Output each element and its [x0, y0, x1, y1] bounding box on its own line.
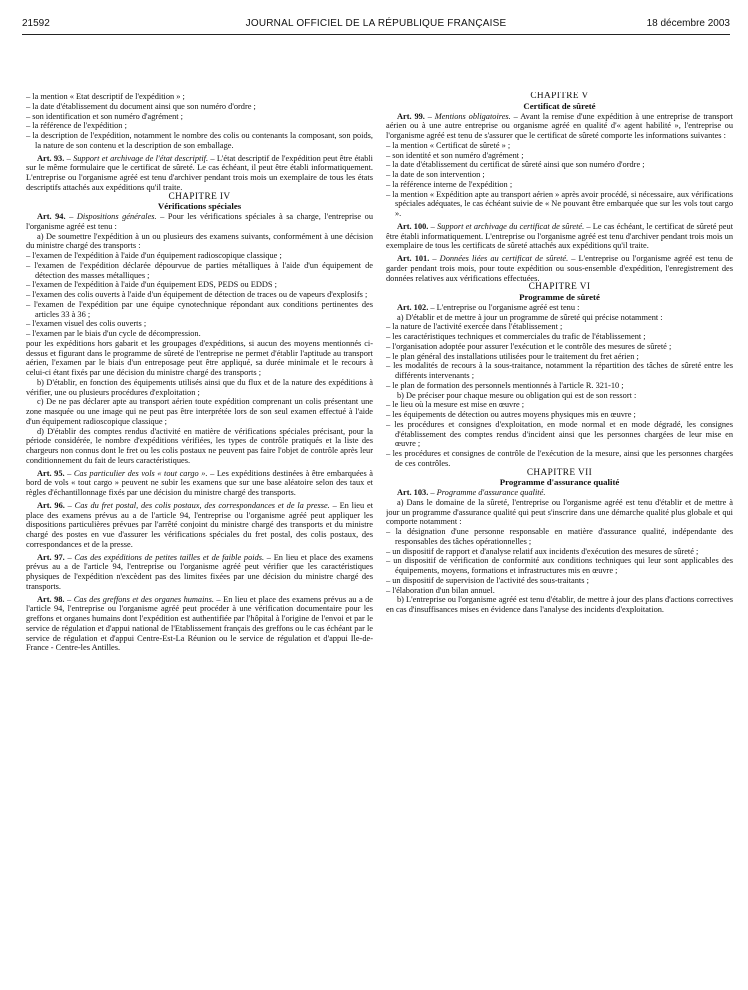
page-header	[22, 18, 730, 34]
journal-title: JOURNAL OFFICIEL DE LA RÉPUBLIQUE FRANÇAISE	[245, 18, 507, 29]
list-item: – son identité et son numéro d'agrément ;	[386, 150, 524, 160]
issue-date: 18 décembre 2003	[646, 18, 730, 29]
list-item: – la référence de l'expédition ;	[26, 121, 127, 131]
article-number: Art. 102.	[397, 302, 429, 312]
chapter-title: Certificat de sûreté	[523, 100, 596, 111]
list-item: – le plan général des installations utilisées pour le traitement du fret aérien ;	[386, 351, 639, 361]
article-number: Art. 99.	[397, 111, 425, 121]
paragraph: a) D'établir et de mettre à jour un programme de sûreté qui précise notamment :	[397, 312, 663, 322]
article-number: Art. 101.	[397, 254, 430, 263]
paragraph: d) D'établir des comptes rendus d'activité en matière de vérifications spéciales précisant, pour la période considérée, le nombre d'expéditions vérifiées, les types de contrôle pratiqués et la liste des chargeurs non connus dont le fret ou les colis postaux ne peuvent pas faire l'objet de contrôle après leur conditionnement du fait de leurs caractéristiques.	[26, 426, 373, 465]
paragraph: pour les expéditions hors gabarit et les groupages d'expéditions, si aucun des moyens mentionnés ci-dessus et figurant dans le programme de sûreté de l'entreprise ne permet d'établir l'aptitude au transport aérien, l'examen par le biais d'un entreposage peut être appliqué, sa durée minimale et le recours à celui-ci étant fixés par une décision du ministre chargé des transports ;	[26, 338, 373, 377]
article-text: En lieu et place des examens prévus au a de l'article 94, l'entreprise ou l'organisme agréé peut procéder à une vérification documentaire pour les greffons et organes humains dont l'expédition est authentifiée par l'hôpital à l'origine de l'envoi et par le service de régulation et d'appui national de l'Etablissement français des greffons ou le cas échéant par le service de régulation et d'appui Centre-Est-La Réunion ou le service de régulation et d'appui Ile-de-France - Centre-les Antilles.	[26, 594, 373, 653]
list-item: – les équipements de détection ou autres moyens physiques mis en œuvre ;	[386, 410, 636, 419]
article-95: Art. 95. – Cas particulier des vols « tout cargo ». – Les expéditions destinées à être embarquées à bord de vols « tout cargo » peuvent ne subir les examens que sur une base aléatoire selon des taux et règles d'échantillonnage fixés par une décision du ministre chargé des transports.	[26, 468, 373, 497]
list-item: – l'élaboration d'un bilan annuel.	[386, 585, 495, 595]
list-item: – l'examen visuel des colis ouverts ;	[26, 319, 147, 329]
article-title: Support et archivage de l'état descriptif.	[73, 153, 209, 163]
article-title: Mentions obligatoires.	[434, 111, 511, 121]
article-text: L'état descriptif de l'expédition peut être établi sur le même formulaire que le certificat de sûreté. Le cas échéant, il peut être établi informatiquement. L'entreprise ou l'organisme agréé est tenu d'archiver pendant trois mois un exemplaire de tous les états descriptifs attachés aux expéditions qu'il traite.	[26, 153, 373, 192]
list-item: – l'examen de l'expédition déclarée dépourvue de parties métalliques à l'aide d'un équipement de détection des masses métalliques ;	[26, 260, 373, 280]
paragraph: a) De soumettre l'expédition à un ou plusieurs des examens suivants, conformément à une décision du ministre chargé des transports :	[26, 231, 373, 251]
paragraph: b) L'entreprise ou l'organisme agréé est tenu d'établir, de mettre à jour des plans d'actions correctives en cas d'insuffisances mises en évidence dans l'analyse des incidents d'exploitation.	[386, 595, 733, 614]
article-96: Art. 96. – Cas du fret postal, des colis postaux, des correspondances et de la presse. – En lieu et place des examens prévus au a de l'article 94, l'entreprise ou l'organisme agréé peut appliquer les dispositions particulières prévues par l'arrêté conjoint du ministre chargé des transports et du ministre chargé des postes en vue d'assurer les vérifications spéciales du fret postal, des colis postaux, des correspondances et de la presse.	[26, 500, 373, 549]
chapter-title: Programme d'assurance qualité	[499, 477, 620, 488]
list-item: – l'examen par le biais d'un cycle de décompression.	[26, 329, 201, 338]
chapter-heading: CHAPITRE VI	[528, 282, 591, 293]
right-column	[386, 92, 733, 972]
chapter-heading: CHAPITRE IV	[168, 191, 231, 202]
article-number: Art. 97.	[37, 552, 65, 562]
list-item: – le lieu où la mesure est mise en œuvre ;	[386, 400, 525, 410]
list-item: – la date d'établissement du certificat de sûreté ainsi que son numéro d'ordre ;	[386, 160, 645, 170]
article-93: Art. 93. – Support et archivage de l'état descriptif. – L'état descriptif de l'expédition peut être établi sur le même formulaire que le certificat de sûreté. Le cas échéant, il peut être établi informatiquement. L'entreprise ou l'organisme agréé est tenu d'archiver pendant trois mois un exemplaire de tous les états descriptifs attachés aux expéditions qu'il traite.	[26, 153, 373, 192]
article-text: En lieu et place des examens prévus au a de l'article 94, l'entreprise ou l'organisme agréé peut vérifier que les caractéristiques physiques de l'expédition n'excèdent pas des limites fixées par une décision du ministre chargé des transports.	[26, 552, 373, 591]
article-94: Art. 94. – Dispositions générales. – Pour les vérifications spéciales à sa charge, l'entreprise ou l'organisme agréé est tenu :	[26, 212, 373, 231]
header-rule	[22, 34, 730, 35]
list-item: – un dispositif de supervision de l'activité des sous-traitants ;	[386, 575, 589, 585]
article-103: Art. 103. – Programme d'assurance qualité.	[397, 488, 546, 497]
article-title: Dispositions générales.	[76, 212, 157, 221]
list-item: – la date d'établissement du document ainsi que son numéro d'ordre ;	[26, 101, 256, 111]
list-item: – un dispositif de rapport et d'analyse relatif aux incidents d'exécution des mesures de sûreté ;	[386, 546, 699, 556]
list-item: – la mention « Etat descriptif de l'expédition » ;	[26, 92, 185, 101]
article-text: Avant la remise d'une expédition à une entreprise de transport aérien ou à une autre entreprise ou organisme agréé en qualité d'« agent habilité », l'entreprise ou l'organisme agréé est tenu de s'assurer que le certificat de sûreté comporte les informations suivantes :	[386, 111, 733, 140]
article-number: Art. 103.	[397, 488, 429, 497]
paragraph: c) De ne pas déclarer apte au transport aérien toute expédition comprenant un colis présentant une zone masquée ou une image qui ne peut pas être interprétée lors de son seul examen effectué à l'aide d'un équipement radioscopique classique ;	[26, 397, 373, 426]
list-item: – les caractéristiques techniques et commerciales du trafic de l'établissement ;	[386, 332, 646, 341]
article-97: Art. 97. – Cas des expéditions de petites tailles et de faible poids. – En lieu et place des examens prévus au a de l'article 94, l'entreprise ou l'organisme agréé peut vérifier que les caractéristiques physiques de l'expédition n'excèdent pas des limites fixées par une décision du ministre chargé des transports.	[26, 552, 373, 591]
list-item: – la description de l'expédition, notamment le nombre des colis ou contenants la composant, son poids, la nature de son contenu et la description de son emballage.	[26, 131, 373, 150]
article-99: Art. 99. – Mentions obligatoires. – Avant la remise d'une expédition à une entreprise de transport aérien ou à une autre entreprise ou organisme agréé en qualité d'« agent habilité », l'entreprise ou l'organisme agréé est tenu de s'assurer que le certificat de sûreté comporte les informations suivantes :	[386, 111, 733, 140]
article-text: Le cas échéant, le certificat de sûreté peut être établi informatiquement. L'entreprise ou l'organisme agréé est tenu d'archiver pendant trois mois un exemplaire de tous les certificats de sûreté attachés aux expéditions qu'il traite.	[386, 221, 733, 251]
article-98: Art. 98. – Cas des greffons et des organes humains. – En lieu et place des examens prévus au a de l'article 94, l'entreprise ou l'organisme agréé peut procéder à une vérification documentaire pour les greffons et organes humains dont l'expédition est authentifiée par l'hôpital à l'origine de l'envoi et par le service de régulation et d'appui national de l'Etablissement français des greffons ou le cas échéant par le service de régulation et d'appui Centre-Est-La Réunion ou le service de régulation et d'appui Ile-de-France - Centre-les Antilles.	[26, 594, 373, 653]
list-item: – la date de son intervention ;	[386, 170, 485, 179]
left-column	[26, 92, 373, 972]
list-item: – les procédures et consignes d'exploitation, en mode normal et en mode dégradé, les consignes d'établissement des comptes rendus d'incident ainsi que les personnes chargées de leur mise en œuvre ;	[386, 419, 733, 449]
article-102: Art. 102. – L'entreprise ou l'organisme agréé est tenu :	[397, 302, 580, 312]
chapter-title: Vérifications spéciales	[157, 201, 242, 212]
article-text: En lieu et place des examens prévus au a de l'article 94, l'entreprise ou l'organisme agréé peut appliquer les dispositions particulières prévues par l'arrêté conjoint du ministre chargé des transports et du ministre chargé des postes en vue d'assurer les vérifications spéciales du fret postal, des colis postaux, des correspondances et de la presse.	[26, 500, 373, 549]
article-number: Art. 96.	[37, 500, 65, 510]
article-number: Art. 100.	[397, 221, 429, 231]
article-title: Cas du fret postal, des colis postaux, des correspondances et de la presse.	[74, 500, 330, 510]
chapter-title: Programme de sûreté	[519, 292, 600, 302]
article-title: Programme d'assurance qualité.	[436, 488, 546, 497]
list-item: – l'organisation adoptée pour assurer l'exécution et le contrôle des mesures de sûreté ;	[386, 341, 672, 351]
list-item: – l'examen de l'expédition à l'aide d'un équipement radioscopique classique ;	[26, 251, 282, 260]
list-item: – l'examen de l'expédition par une équipe cynotechnique répondant aux conditions pertinentes des articles 33 à 36 ;	[26, 299, 373, 319]
chapter-heading: CHAPITRE VII	[526, 467, 593, 478]
list-item: – la mention « Expédition apte au transport aérien » après avoir procédé, si nécessaire, aux vérifications spéciales adéquates, le cas échéant suivie de « Ne pouvant être embarquée que sur les vols tout cargo ».	[386, 189, 733, 218]
article-title: Données liées au certificat de sûreté.	[439, 254, 569, 263]
article-text: L'entreprise ou l'organisme agréé est tenu :	[436, 302, 580, 312]
article-title: Support et archivage du certificat de sûreté.	[436, 221, 585, 231]
paragraph: b) D'établir, en fonction des équipements utilisés ainsi que du flux et de la nature des expéditions à vérifier, une ou plusieurs procédures d'exploitation ;	[26, 377, 373, 397]
article-text: Pour les vérifications spéciales à sa charge, l'entreprise ou l'organisme agréé est tenu :	[26, 212, 373, 231]
list-item: – le plan de formation des personnels mentionnés à l'article R. 321-10 ;	[386, 380, 624, 390]
list-item: – la nature de l'activité exercée dans l'établissement ;	[386, 322, 563, 332]
article-number: Art. 93.	[37, 153, 65, 163]
article-number: Art. 94.	[37, 212, 66, 221]
list-item: – la mention « Certificat de sûreté » ;	[386, 140, 511, 150]
list-item: – un dispositif de vérification de conformité aux conditions techniques qui leur sont applicables des équipements, moyens, formations et infrastructures mis en œuvre ;	[386, 556, 733, 575]
chapter-heading: CHAPITRE V	[530, 92, 589, 101]
list-item: – l'examen des colis ouverts à l'aide d'un équipement de détection de traces ou de vapeurs d'explosifs ;	[26, 290, 368, 299]
list-item: – la référence interne de l'expédition ;	[386, 179, 513, 189]
list-item: – les procédures et consignes de contrôle de l'exécution de la mesure, ainsi que les personnes chargées de ces contrôles.	[386, 449, 733, 468]
paragraph: b) De préciser pour chaque mesure ou obligation qui est de son ressort :	[397, 390, 637, 400]
article-text: Les expéditions destinées à être embarquées à bord de vols « tout cargo » peuvent ne subir les examens que sur une base aléatoire selon des taux et règles d'échantillonnage fixés par une décision du ministre chargé des transports.	[26, 468, 373, 497]
paragraph: a) Dans le domaine de la sûreté, l'entreprise ou l'organisme agréé est tenu d'établir et de mettre à jour un programme d'assurance qualité qui peut s'inscrire dans une démarche qualité plus globale et qui comporte notamment :	[386, 497, 733, 527]
article-101: Art. 101. – Données liées au certificat de sûreté. – L'entreprise ou l'organisme agréé est tenu de garder pendant trois mois, pour toute expédition ou sous-ensemble d'expédition, l'enregistrement des données relatives aux vérifications effectuées.	[386, 254, 733, 283]
article-text: L'entreprise ou l'organisme agréé est tenu de garder pendant trois mois, pour toute expédition ou sous-ensemble d'expédition, l'enregistrement des données relatives aux vérifications effectuées.	[386, 254, 733, 283]
article-100: Art. 100. – Support et archivage du certificat de sûreté. – Le cas échéant, le certificat de sûreté peut être établi informatiquement. L'entreprise ou l'organisme agréé est tenu d'archiver pendant trois mois un exemplaire de tous les certificats de sûreté attachés aux expéditions qu'il traite.	[386, 221, 733, 251]
list-item: – les modalités de recours à la sous-traitance, notamment la répartition des tâches de sûreté entre les différents intervenants ;	[386, 361, 733, 380]
list-item: – son identification et son numéro d'agrément ;	[26, 111, 183, 121]
article-number: Art. 98.	[37, 594, 65, 604]
list-item: – l'examen de l'expédition à l'aide d'un équipement EDS, PEDS ou EDDS ;	[26, 280, 277, 290]
article-number: Art. 95.	[37, 468, 65, 478]
article-title: Cas des expéditions de petites tailles et de faible poids.	[74, 552, 265, 562]
page-number: 21592	[22, 18, 50, 29]
article-title: Cas particulier des vols « tout cargo ».	[73, 468, 208, 478]
article-title: Cas des greffons et des organes humains.	[73, 594, 214, 604]
list-item: – la désignation d'une personne responsable en matière d'assurance qualité, indépendante des responsables des tâches opérationnelles ;	[386, 527, 733, 546]
